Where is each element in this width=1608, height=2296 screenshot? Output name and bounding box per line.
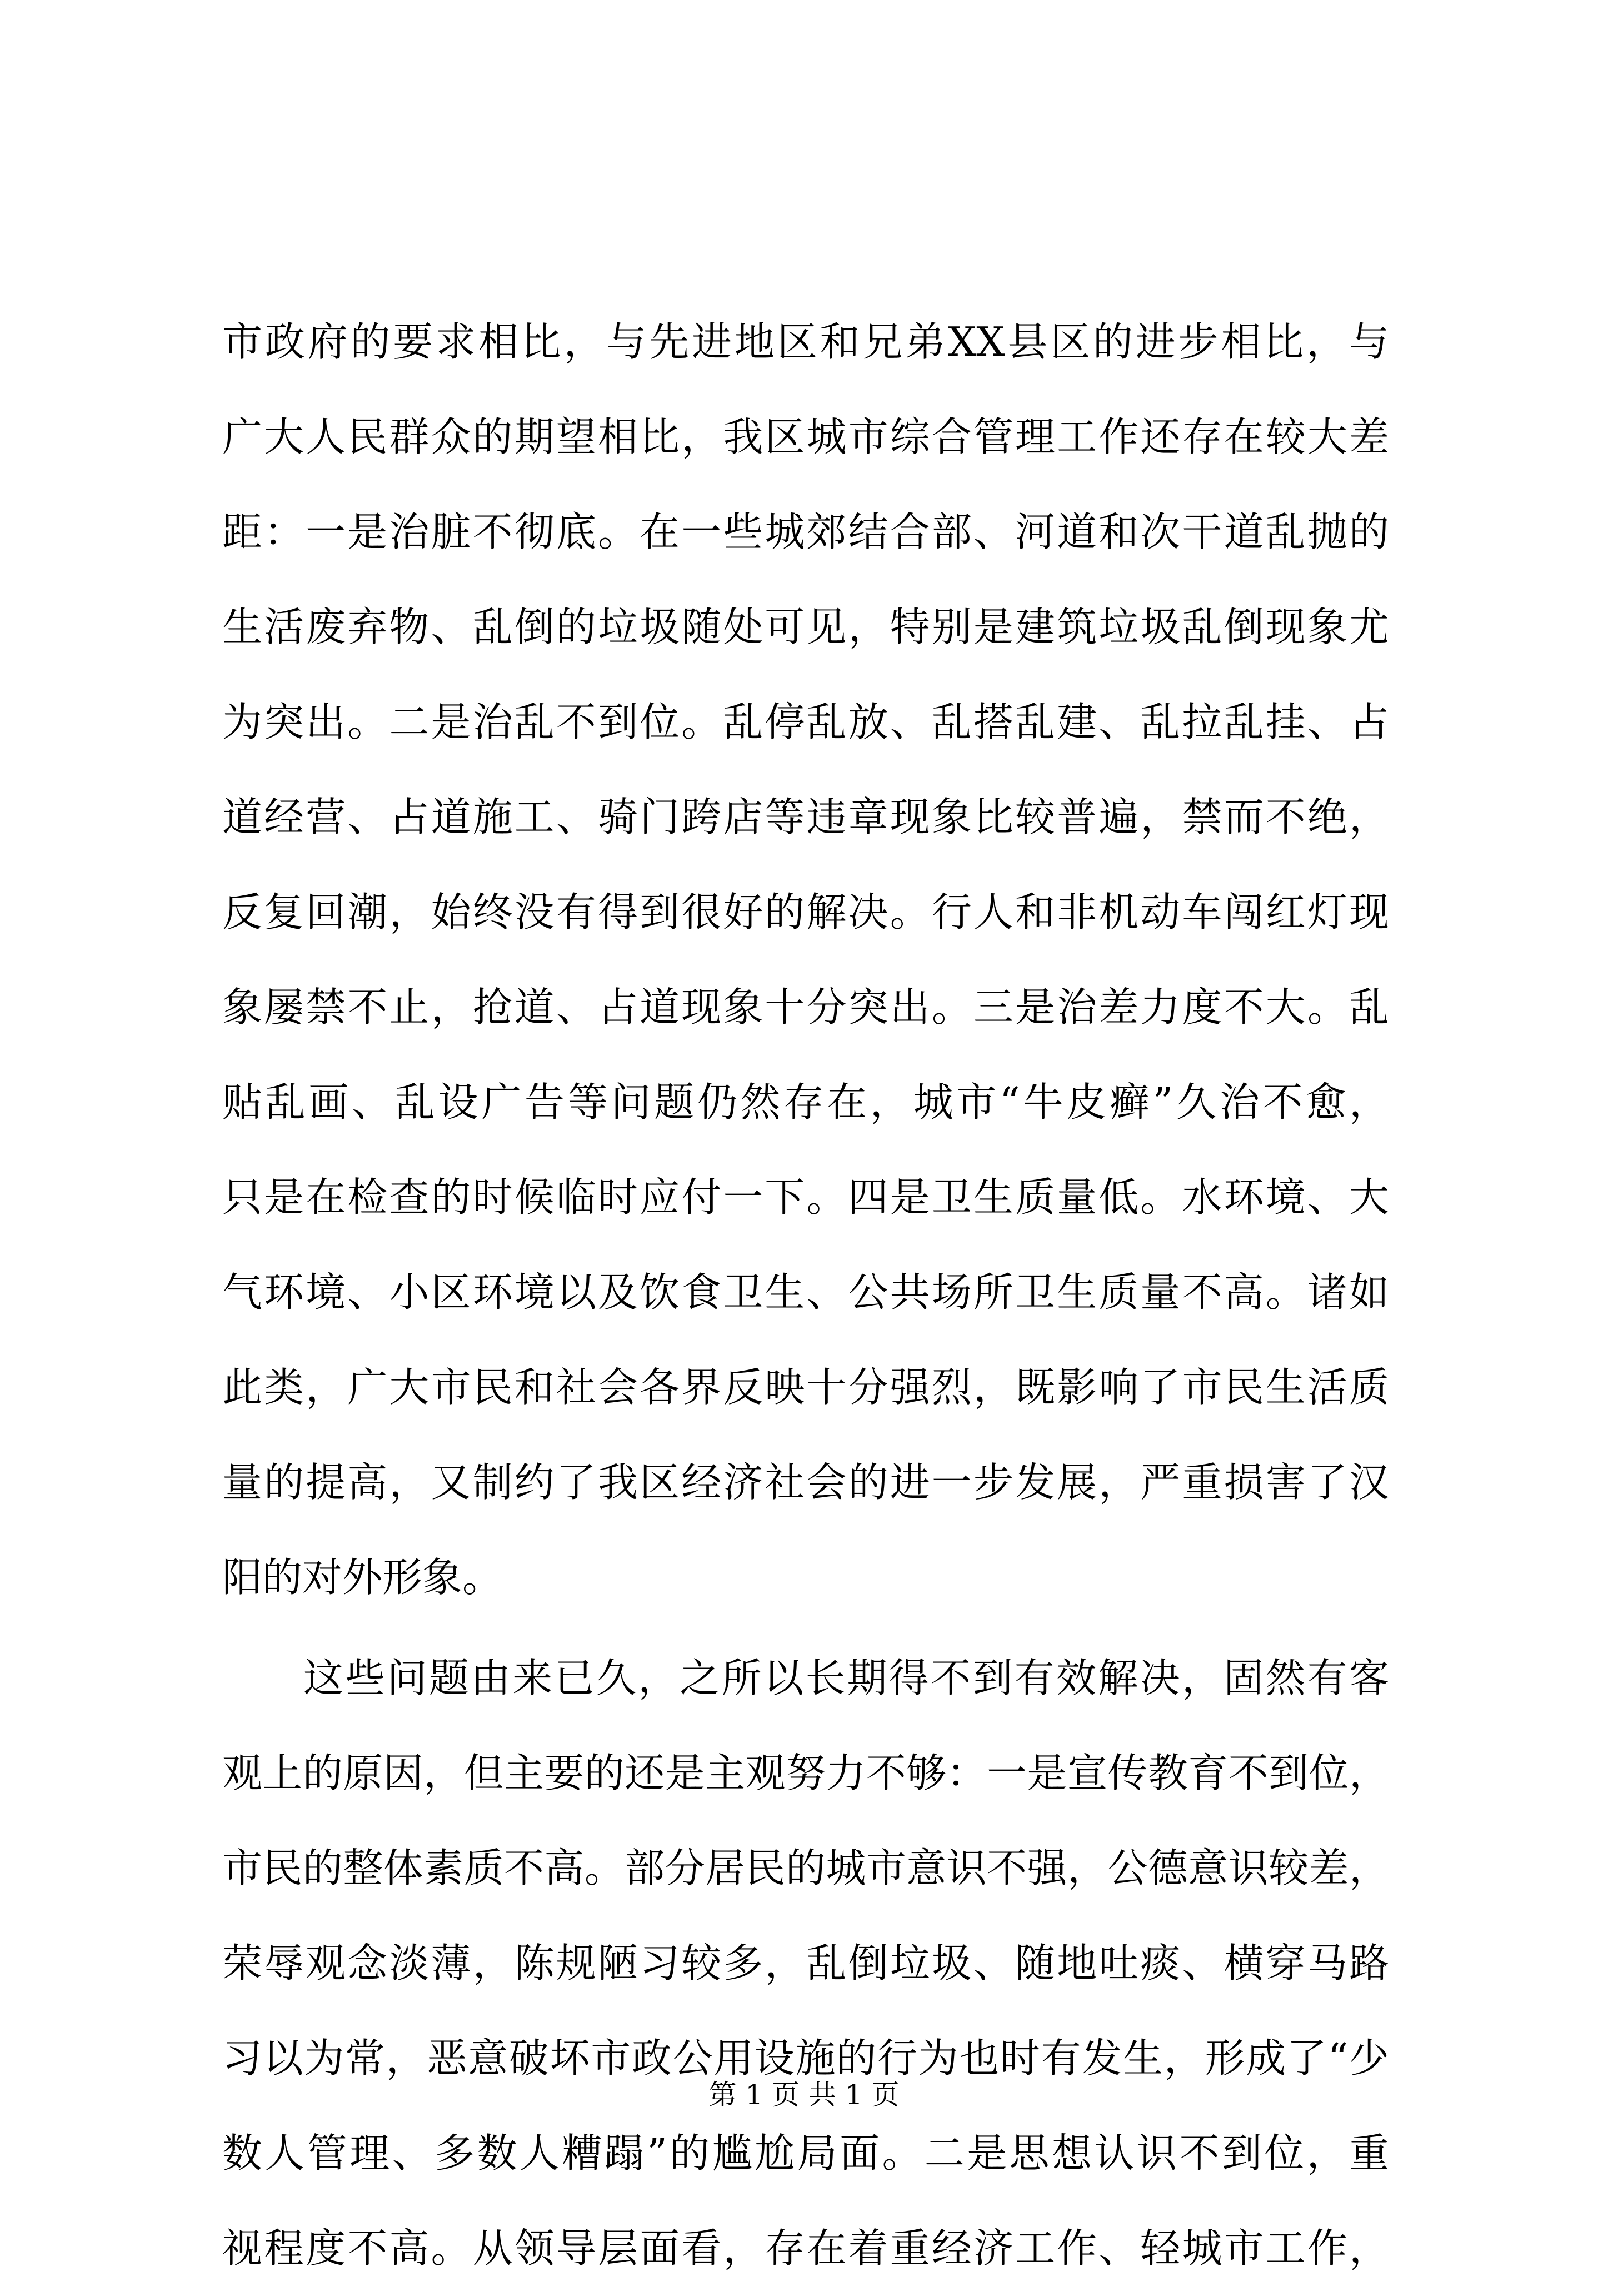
text-line: 这些问题由来已久，之所以长期得不到有效解决，固然有客 (303, 1655, 1389, 1701)
text-line: 数人管理、多数人糟蹋”的尴尬局面。二是思想认识不到位，重 (222, 2130, 1389, 2177)
page-footer: 第 1 页 共 1 页 (708, 2079, 900, 2111)
text-line: 荣辱观念淡薄，陈规陋习较多，乱倒垃圾、随地吐痰、横穿马路 (222, 1940, 1389, 1986)
text-line: 此类，广大市民和社会各界反映十分强烈，既影响了市民生活质 (222, 1364, 1389, 1411)
paragraph (222, 295, 1389, 1625)
text-line: 市民的整体素质不高。部分居民的城市意识不强，公德意识较差， (222, 1845, 1389, 1891)
text-line: 市政府的要求相比，与先进地区和兄弟XX县区的进步相比，与 (222, 318, 1389, 365)
text-line: 广大人民群众的期望相比，我区城市综合管理工作还存在较大差 (222, 414, 1389, 460)
paragraph-spacer (222, 1625, 1389, 1631)
text-line: 距：一是治脏不彻底。在一些城郊结合部、河道和次干道乱抛的 (222, 509, 1389, 555)
text-line: 为突出。二是治乱不到位。乱停乱放、乱搭乱建、乱拉乱挂、占 (222, 699, 1389, 745)
text-line: 习以为常，恶意破坏市政公用设施的行为也时有发生，形成了“少 (222, 2035, 1389, 2081)
text-line: 观上的原因，但主要的还是主观努力不够：一是宣传教育不到位， (222, 1750, 1389, 1796)
text-line: 反复回潮，始终没有得到很好的解决。行人和非机动车闯红灯现 (222, 889, 1389, 935)
text-line: 气环境、小区环境以及饮食卫生、公共场所卫生质量不高。诸如 (222, 1269, 1389, 1316)
text-line: 生活废弃物、乱倒的垃圾随处可见，特别是建筑垃圾乱倒现象尤 (222, 604, 1389, 650)
document-body (222, 295, 1389, 2296)
text-line: 视程度不高。从领导层面看，存在着重经济工作、轻城市工作， (222, 2225, 1389, 2272)
text-line: 贴乱画、乱设广告等问题仍然存在，城市“牛皮癣”久治不愈， (222, 1079, 1389, 1125)
text-line: 阳的对外形象。 (222, 1554, 503, 1601)
text-line: 象屡禁不止，抢道、占道现象十分突出。三是治差力度不大。乱 (222, 984, 1389, 1030)
paragraph (222, 1631, 1389, 2296)
text-line: 只是在检查的时候临时应付一下。四是卫生质量低。水环境、大 (222, 1174, 1389, 1221)
text-line: 量的提高，又制约了我区经济社会的进一步发展，严重损害了汉 (222, 1459, 1389, 1506)
text-line: 道经营、占道施工、骑门跨店等违章现象比较普遍，禁而不绝， (222, 794, 1389, 840)
